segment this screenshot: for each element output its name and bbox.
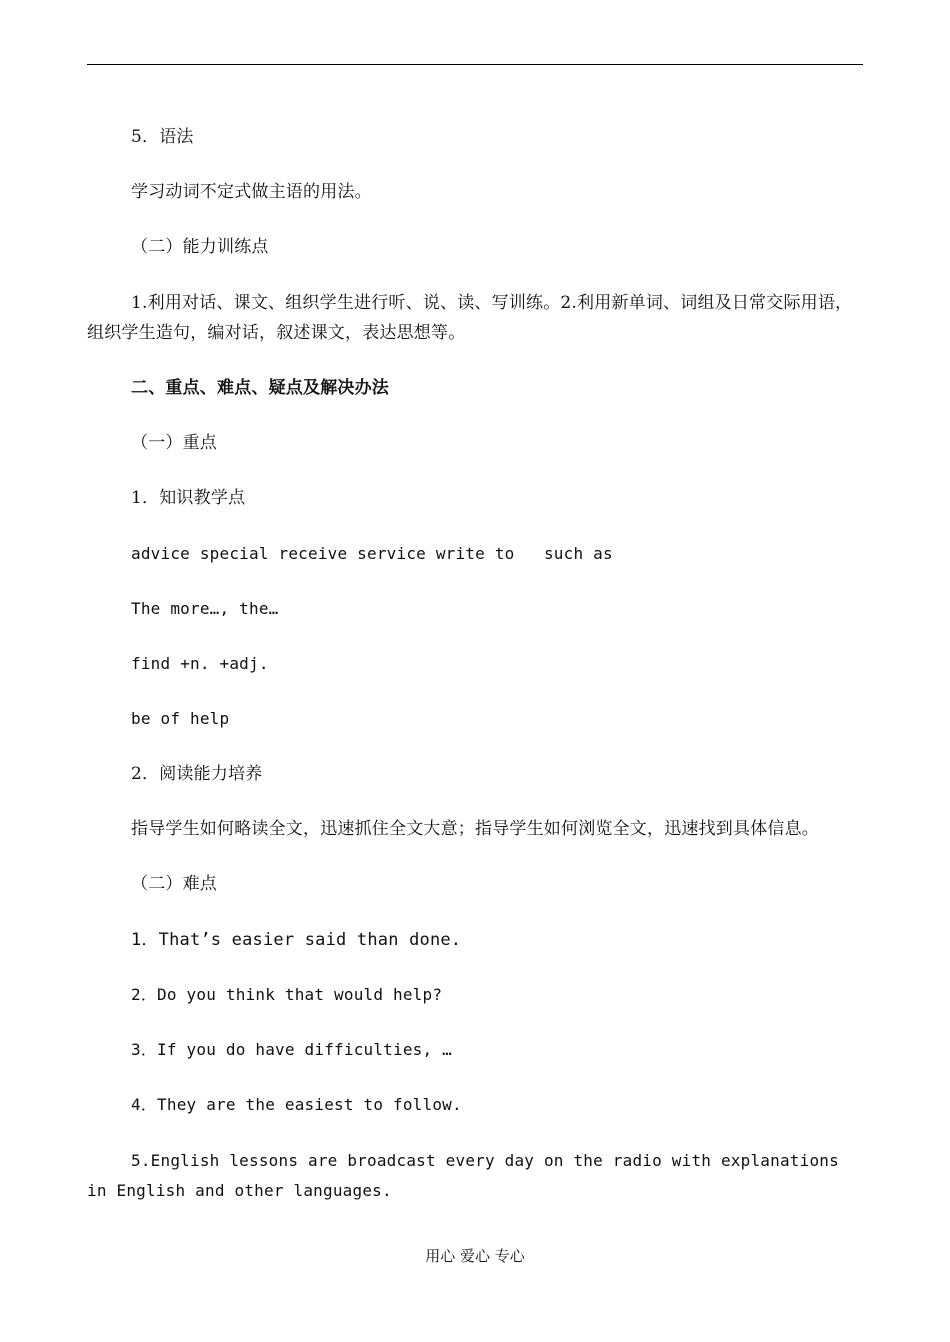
header-rule	[87, 64, 863, 65]
grammar-text: 学习动词不定式做主语的用法。	[131, 182, 372, 202]
phrase-find: find +n. +adj.	[131, 654, 269, 673]
difficult-item-5: 5.English lessons are broadcast every day on the radio with explanations in English and other languages.	[87, 1151, 839, 1200]
vocabulary-list: advice special receive service write to such as	[131, 544, 613, 563]
section-ability-training: （二）能力训练点	[131, 237, 269, 257]
ability-training-paragraph: 1.利用对话、课文、组织学生进行听、说、读、写训练。2.利用新单词、词组及日常交际用语，组织学生造句，编对话，叙述课文，表达思想等。	[87, 293, 853, 343]
difficult-item-3: 3．If you do have difficulties, …	[131, 1040, 453, 1059]
page-footer: 用心 爱心 专心	[425, 1247, 525, 1265]
heading-key-points: 二、重点、难点、疑点及解决办法	[131, 378, 389, 398]
phrase-be-of-help: be of help	[131, 709, 230, 728]
item-grammar: 5．语法	[131, 127, 194, 147]
reading-ability-text: 指导学生如何略读全文，迅速抓住全文大意；指导学生如何浏览全文，迅速找到具体信息。	[131, 819, 819, 839]
phrase-the-more: The more…, the…	[131, 599, 279, 618]
difficult-item-4: 4．They are the easiest to follow.	[131, 1095, 462, 1114]
difficult-item-2: 2．Do you think that would help?	[131, 985, 443, 1004]
section-key-points: （一）重点	[131, 433, 217, 453]
item-knowledge-points: 1．知识教学点	[131, 488, 246, 508]
item-reading-ability: 2．阅读能力培养	[131, 764, 263, 784]
section-difficult-points: （二）难点	[131, 874, 217, 894]
difficult-item-1: 1．That’s easier said than done.	[131, 930, 462, 950]
